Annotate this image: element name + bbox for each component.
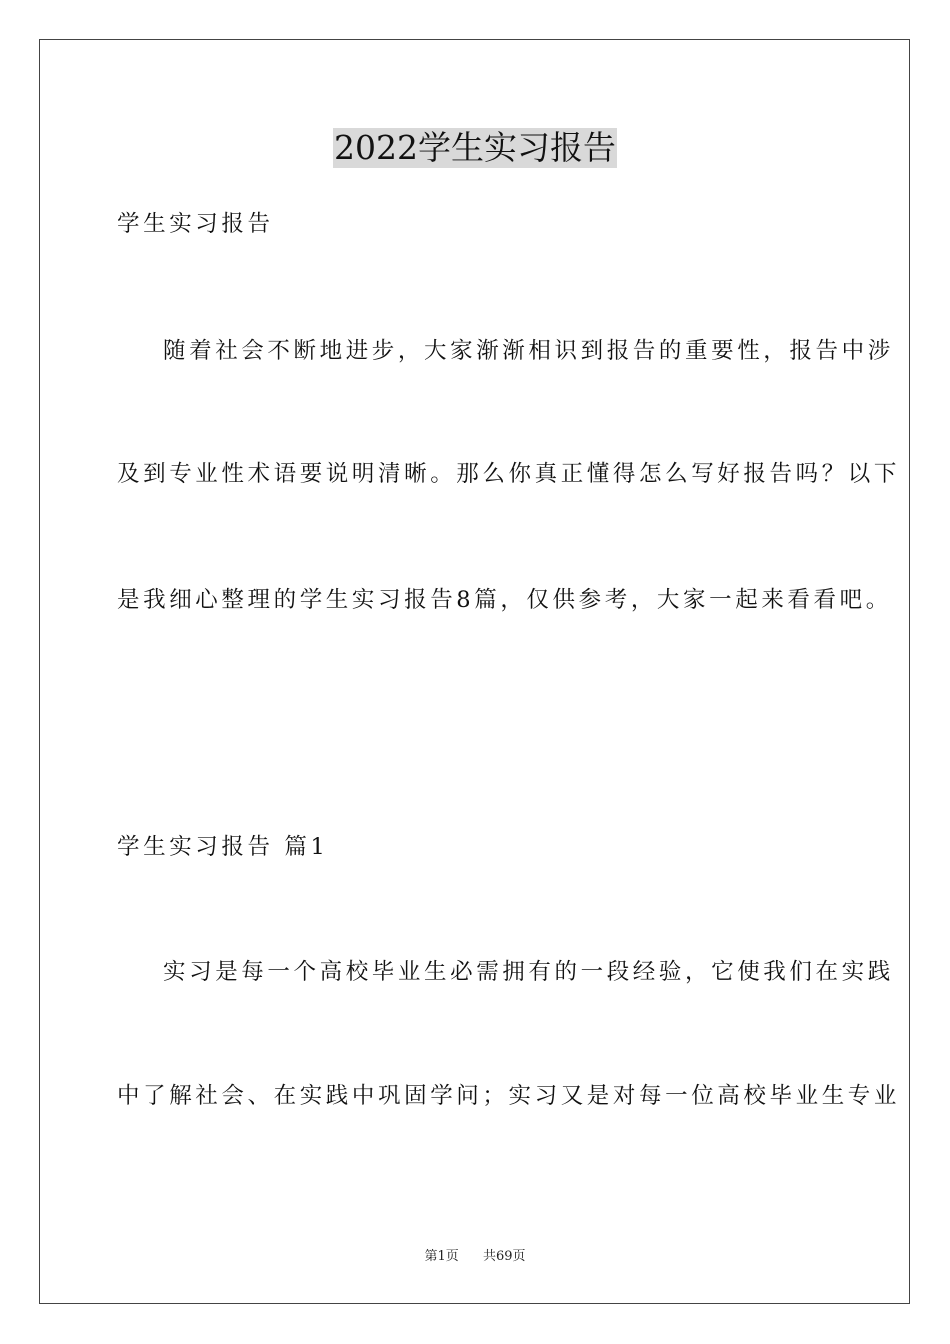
total-pages: 共69页 [483,1249,526,1264]
page-footer [0,1248,950,1266]
intro-line-1: 随着社会不断地进步，大家渐渐相识到报告的重要性，报告中涉 [163,338,894,364]
intro-line-2: 及到专业性术语要说明清晰。那么你真正懂得怎么写好报告吗？以下 [117,461,901,487]
intro-line-3: 是我细心整理的学生实习报告8篇，仅供参考，大家一起来看看吧。 [117,587,892,613]
body-line-1: 实习是每一个高校毕业生必需拥有的一段经验，它使我们在实践 [163,959,894,985]
document-title: 2022学生实习报告 [334,128,616,167]
body-line-2: 中了解社会、在实践中巩固学问；实习又是对每一位高校毕业生专业 [117,1083,901,1109]
title-container [0,128,950,168]
page-number: 第1页 [424,1249,459,1264]
section-heading: 学生实习报告 篇1 [117,834,329,860]
subheading: 学生实习报告 [117,211,274,237]
